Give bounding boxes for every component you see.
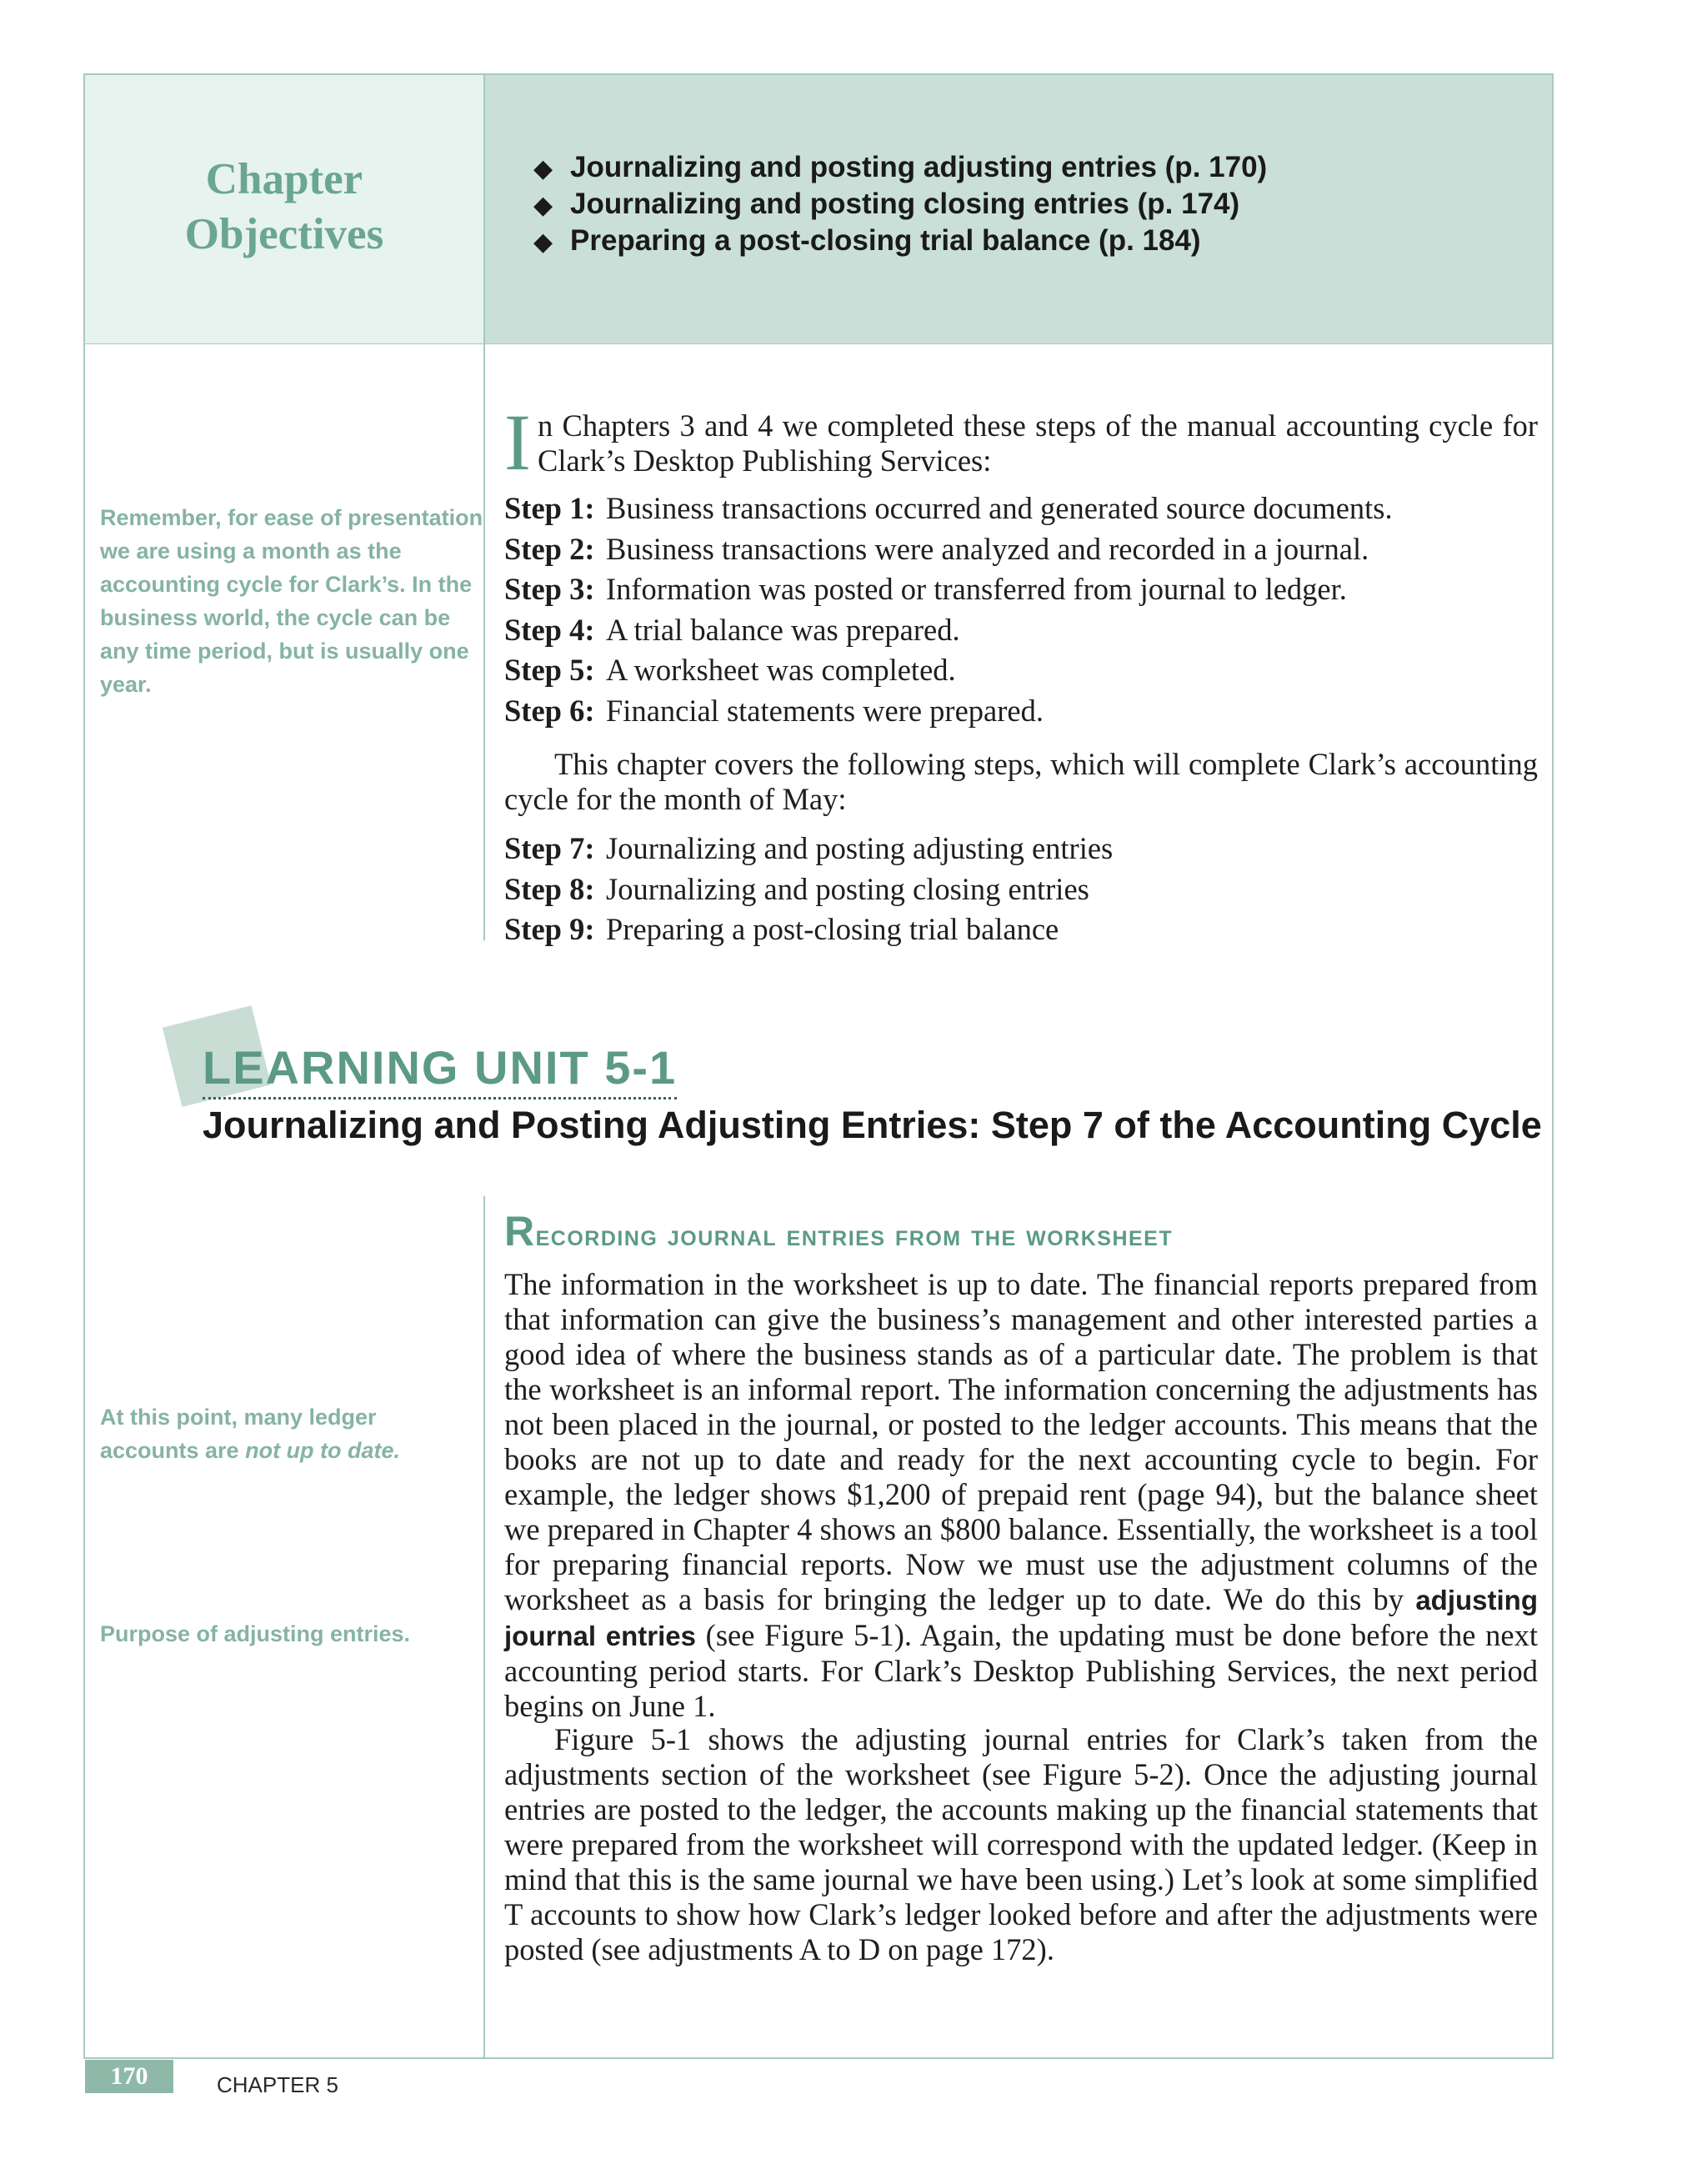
margin-note-remember: Remember, for ease of presentation we are using a month as the accounting cycle for Clark’s. In the business world, the cycle can be any time period, but is usually one year. (100, 505, 483, 697)
frame-right-rule (1552, 73, 1554, 2059)
step-item: Step 7: Journalizing and posting adjusting entries (504, 831, 1114, 865)
objective-item: ◆ Journalizing and posting adjusting entries (p. 170) (533, 150, 1267, 187)
diamond-bullet-icon: ◆ (533, 228, 553, 256)
intro-text: n Chapters 3 and 4 we completed these steps of the manual accounting cycle for Clark’s Desktop Publishing Services: (537, 408, 1538, 478)
objectives-title-line1: Chapter (205, 155, 363, 203)
worksheet-paragraph: The information in the worksheet is up to date. The financial reports prepared from that information can give the business’s management and other interested parties a good idea of where the business stands as of a particular date. The problem is that the worksheet is an informal report. The information concerning the adjustments has not been placed in the journal, or posted to the ledger accounts. This means that the books are not up to date and ready for the next accounting cycle to begin. For example, the ledger shows $1,200 of prepaid rent (page 94), but the balance sheet we prepared in Chapter 4 shows an $800 balance. Essentially, the worksheet is a tool for preparing financial reports. Now we must use the adjustment columns of the worksheet as a basis for bringing the ledger up to date. We do this by adjusting journal entries (see Figure 5-1). Again, the updating must be done before the next accounting period starts. For Clark’s Desktop Publishing Services, the next period begins on June 1. (504, 1267, 1539, 1723)
objectives-list (533, 150, 1267, 260)
chapter-objectives-title (85, 152, 483, 262)
running-head: CHAPTER 5 (217, 2072, 338, 2097)
drop-cap: I (504, 398, 531, 487)
frame-left-rule (83, 73, 85, 2059)
step-item: Step 3: Information was posted or transferred from journal to ledger. (504, 572, 1347, 606)
objectives-title-line2: Objectives (184, 210, 384, 258)
step-item: Step 8: Journalizing and posting closing entries (504, 871, 1089, 906)
step-item: Step 5: A worksheet was completed. (504, 653, 956, 687)
margin-note-purpose: Purpose of adjusting entries. (100, 1621, 411, 1646)
intro-paragraph (504, 398, 1538, 487)
learning-unit-subtitle: Journalizing and Posting Adjusting Entries: Step 7 of the Accounting Cycle (203, 1104, 1542, 1146)
margin-note-ledger: At this point, many ledger accounts are not up to date. (100, 1405, 401, 1463)
objective-item: ◆ Journalizing and posting closing entries (p. 174) (533, 187, 1267, 223)
step-item: Step 1: Business transactions occurred and generated source documents. (504, 491, 1393, 525)
page-number: 170 (110, 2062, 148, 2090)
chapter-covers-paragraph: This chapter covers the following steps, which will complete Clark’s accounting cycle for the month of May: (504, 747, 1538, 816)
frame-bottom-rule (83, 2057, 1554, 2059)
figure-paragraph: Figure 5-1 shows the adjusting journal entries for Clark’s taken from the adjustments section of the worksheet (see Figure 5-2). Once the adjusting journal entries are posted to the ledger, the accounts making up the financial statements that were prepared from the worksheet will correspond with the updated ledger. (Keep in mind that this is the same journal we have been using.) Let’s look at some simplified T accounts to show how Clark’s ledger looked before and after the adjustments were posted (see adjustments A to D on page 172). (504, 1722, 1538, 1966)
diamond-bullet-icon: ◆ (533, 155, 553, 183)
step-item: Step 2: Business transactions were analyzed and recorded in a journal. (504, 531, 1369, 566)
adjusting-journal-entries-term: adjusting journal entries (504, 1585, 1538, 1651)
step-item: Step 6: Financial statements were prepared. (504, 693, 1044, 728)
section-heading: Recording journal entries from the worksheet (504, 1208, 1174, 1255)
upcoming-steps-list (504, 829, 1113, 950)
step-item: Step 9: Preparing a post-closing trial balance (504, 912, 1059, 946)
learning-unit-heading: LEARNING UNIT 5-1 (203, 1040, 677, 1100)
completed-steps-list (504, 488, 1393, 731)
objective-item: ◆ Preparing a post-closing trial balance (p. 184) (533, 223, 1267, 260)
diamond-bullet-icon: ◆ (533, 192, 553, 219)
step-item: Step 4: A trial balance was prepared. (504, 612, 960, 647)
